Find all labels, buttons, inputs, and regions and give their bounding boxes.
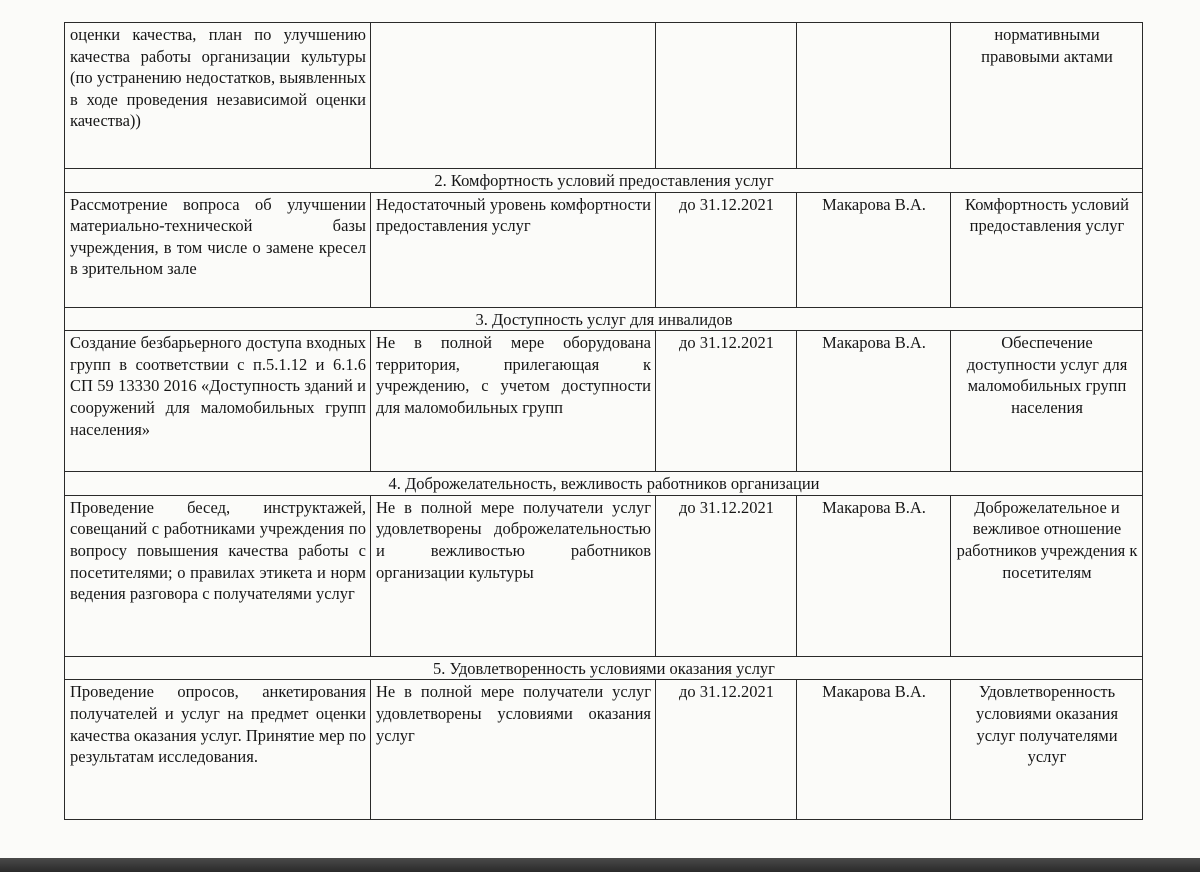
table-row bbox=[65, 680, 1143, 820]
result-cell: Обеспечение доступности услуг для маломобильных групп населения bbox=[951, 331, 1143, 472]
deadline-cell: до 31.12.2021 bbox=[656, 680, 797, 820]
table-row bbox=[65, 192, 1143, 307]
problem-cell bbox=[371, 23, 656, 169]
section-title: 4. Доброжелательность, вежливость работников организации bbox=[65, 472, 1143, 496]
table-row bbox=[65, 23, 1143, 169]
result-cell: нормативными правовыми актами bbox=[951, 23, 1143, 169]
measure-cell: оценки качества, план по улучшению качества работы организации культуры (по устранению недостатков, выявленных в ходе проведения независимой оценки качества)) bbox=[65, 23, 371, 169]
measure-cell: Проведение бесед, инструктажей, совещаний с работниками учреждения по вопросу повышения качества работы с посетителями; о правилах этикета и норм ведения разговора с получателями услуг bbox=[65, 495, 371, 656]
section-row bbox=[65, 472, 1143, 496]
problem-cell: Не в полной мере получатели услуг удовлетворены условиями оказания услуг bbox=[371, 680, 656, 820]
document-page bbox=[64, 22, 1142, 820]
result-cell: Доброжелательное и вежливое отношение работников учреждения к посетителям bbox=[951, 495, 1143, 656]
problem-cell: Не в полной мере получатели услуг удовлетворены доброжелательностью и вежливостью работников организации культуры bbox=[371, 495, 656, 656]
deadline-cell: до 31.12.2021 bbox=[656, 331, 797, 472]
measure-cell: Создание безбарьерного доступа входных групп в соответствии с п.5.1.12 и 6.1.6 СП 59 13330 2016 «Доступность зданий и сооружений для маломобильных групп населения» bbox=[65, 331, 371, 472]
section-title: 2. Комфортность условий предоставления услуг bbox=[65, 169, 1143, 193]
problem-cell: Не в полной мере оборудована территория, прилегающая к учреждению, с учетом доступности для маломобильных групп bbox=[371, 331, 656, 472]
table-row bbox=[65, 331, 1143, 472]
measure-cell: Проведение опросов, анкетирования получателей и услуг на предмет оценки качества оказания услуг. Принятие мер по результатам исследования. bbox=[65, 680, 371, 820]
responsible-cell: Макарова В.А. bbox=[797, 192, 951, 307]
section-row bbox=[65, 169, 1143, 193]
problem-cell: Недостаточный уровень комфортности предоставления услуг bbox=[371, 192, 656, 307]
table-row bbox=[65, 495, 1143, 656]
section-row bbox=[65, 307, 1143, 331]
section-title: 5. Удовлетворенность условиями оказания услуг bbox=[65, 656, 1143, 680]
responsible-cell bbox=[797, 23, 951, 169]
responsible-cell: Макарова В.А. bbox=[797, 495, 951, 656]
deadline-cell bbox=[656, 23, 797, 169]
result-cell: Удовлетворенность условиями оказания услуг получателями услуг bbox=[951, 680, 1143, 820]
improvement-plan-table bbox=[64, 22, 1143, 820]
section-title: 3. Доступность услуг для инвалидов bbox=[65, 307, 1143, 331]
measure-cell: Рассмотрение вопроса об улучшении материально-технической базы учреждения, в том числе о замене кресел в зрительном зале bbox=[65, 192, 371, 307]
responsible-cell: Макарова В.А. bbox=[797, 680, 951, 820]
deadline-cell: до 31.12.2021 bbox=[656, 495, 797, 656]
section-row bbox=[65, 656, 1143, 680]
scan-edge-bar bbox=[0, 858, 1200, 872]
responsible-cell: Макарова В.А. bbox=[797, 331, 951, 472]
deadline-cell: до 31.12.2021 bbox=[656, 192, 797, 307]
result-cell: Комфортность условий предоставления услуг bbox=[951, 192, 1143, 307]
